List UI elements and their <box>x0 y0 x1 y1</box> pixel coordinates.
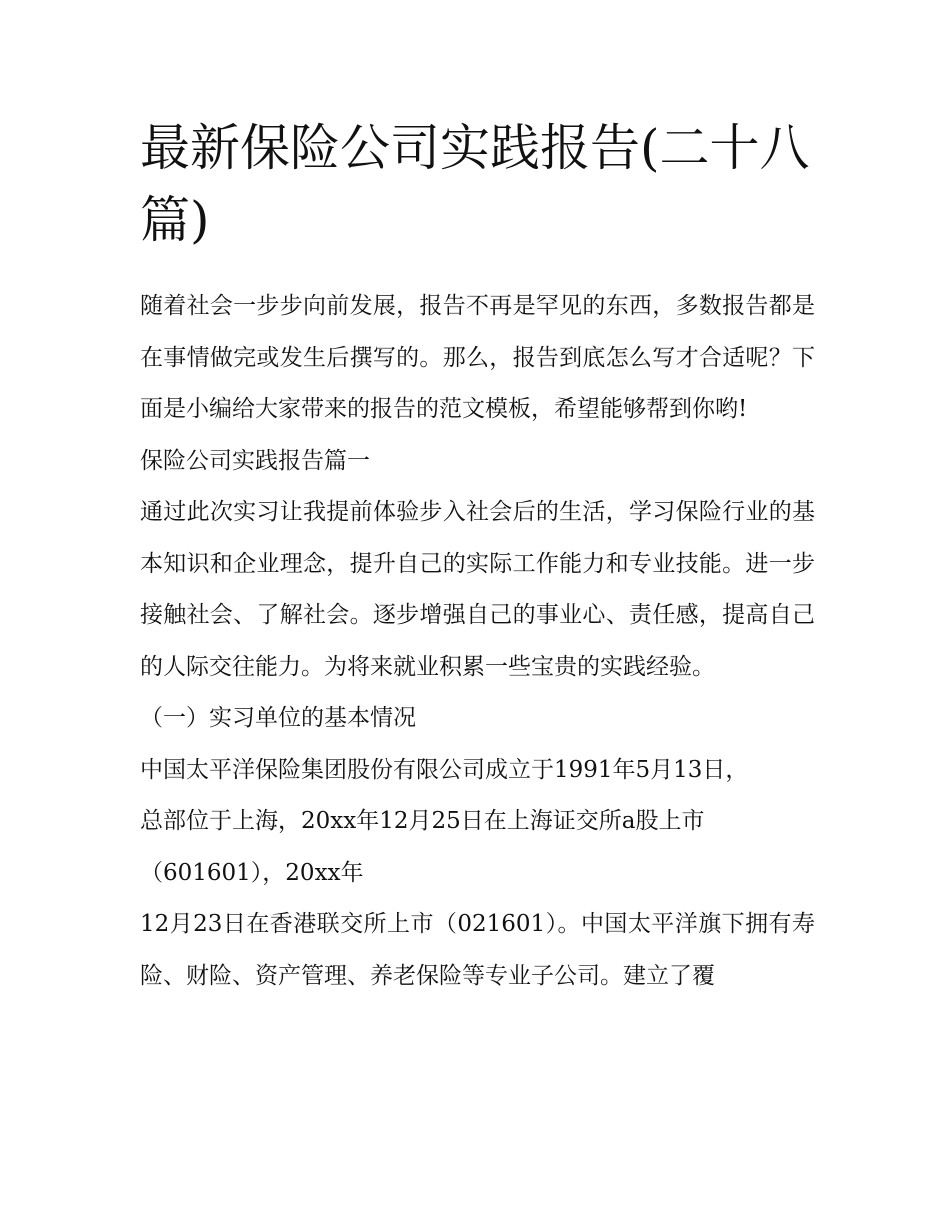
section-paragraph: 通过此次实习让我提前体验步入社会后的生活，学习保险行业的基本知识和企业理念，提升自己的实际工作能力和专业技能。进一步接触社会、了解社会。逐步增强自己的事业心、责任感，提高自己的人际交往能力。为将来就业积累一些宝贵的实践经验。 <box>140 499 815 680</box>
company-line-2: 总部位于上海，20xx年12月25日在上海证交所a股上市 <box>140 808 705 834</box>
intro-paragraph: 随着社会一步步向前发展，报告不再是罕见的东西，多数报告都是在事情做完或发生后撰写的。那么，报告到底怎么写才合适呢？下面是小编给大家带来的报告的范文模板，希望能够帮到你哟! <box>140 293 815 422</box>
subsection-heading: （一）实习单位的基本情况 <box>140 705 416 731</box>
company-line-1: 中国太平洋保险集团股份有限公司成立于1991年5月13日， <box>140 756 749 783</box>
company-paragraph: 12月23日在香港联交所上市（021601）。中国太平洋旗下拥有寿险、财险、资产管理、养老保险等专业子公司。建立了覆 <box>140 911 815 989</box>
company-line-3: （601601），20xx年 <box>140 859 364 886</box>
document-body <box>140 281 815 1002</box>
section-heading: 保险公司实践报告篇一 <box>140 447 370 474</box>
document-title: 最新保险公司实践报告(二十八篇) <box>140 119 810 249</box>
